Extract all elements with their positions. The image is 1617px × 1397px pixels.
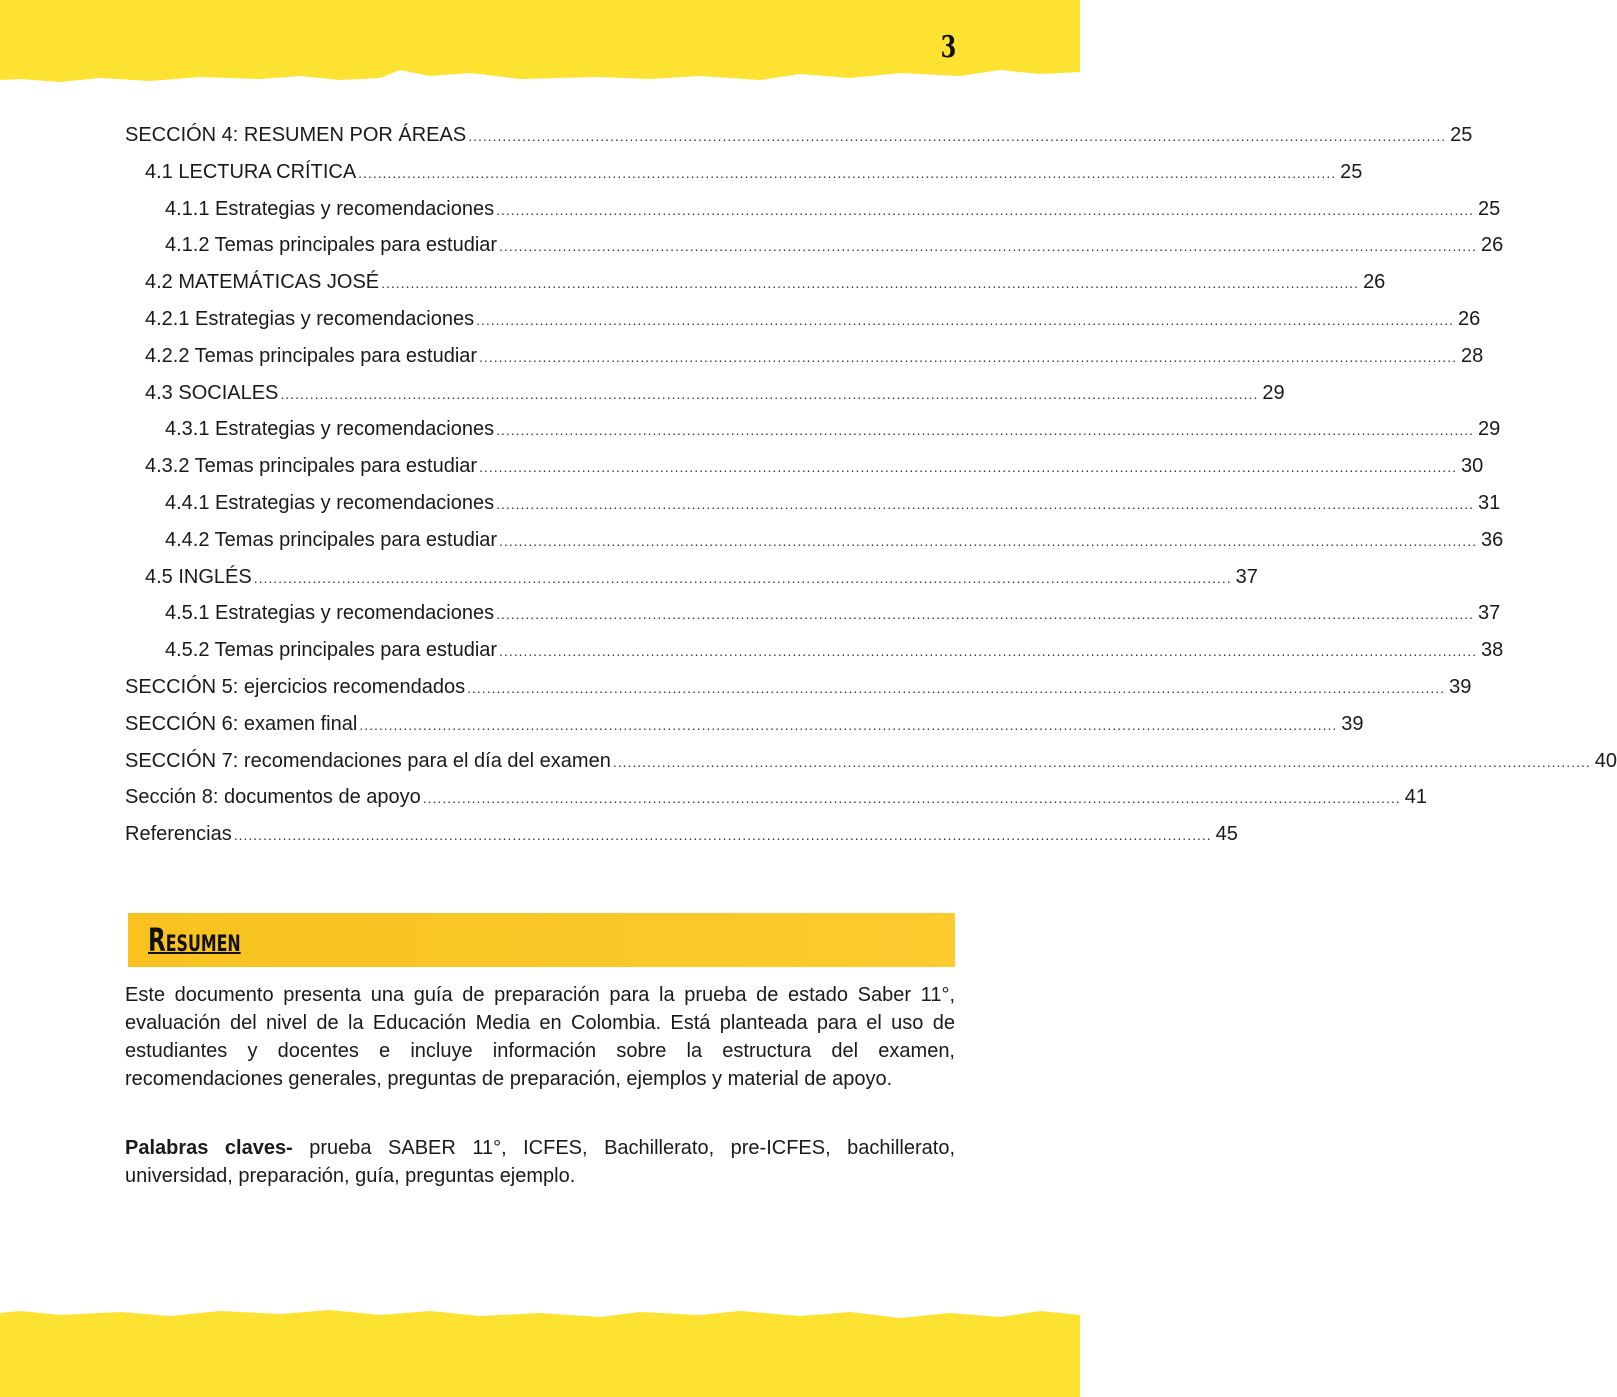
toc-dot-leader: ........................................................................................................................................................................................................ (479, 348, 1457, 365)
toc-entry-page: 39 (1449, 675, 1472, 698)
toc-entry[interactable] (125, 491, 1501, 529)
toc-entry-page: 36 (1480, 528, 1504, 551)
keywords-paragraph (125, 1134, 955, 1190)
toc-entry-title: 4.4.1 Estrategias y recomendaciones (165, 491, 495, 514)
toc-dot-leader: ........................................................................................................................................................................................................ (479, 459, 1457, 476)
resumen-heading-bar (128, 913, 955, 967)
abstract-paragraph: Este documento presenta una guía de preparación para la prueba de estado Saber 11°, evaluación del nivel de la Educación Media en Colombia. Está planteada para el uso de estudiantes y docentes e incluye información sobre la estructura del examen, recomendaciones generales, preguntas de preparación, ejemplos y material de apoyo. (125, 984, 955, 1090)
toc-dot-leader: ........................................................................................................................................................................................................ (612, 753, 1591, 770)
toc-dot-leader: ........................................................................................................................................................................................................ (496, 422, 1475, 439)
toc-entry[interactable] (125, 160, 1363, 198)
toc-entry[interactable] (125, 712, 1364, 750)
toc-entry[interactable] (125, 197, 1501, 235)
toc-dot-leader: ........................................................................................................................................................................................................ (381, 275, 1360, 292)
toc-entry-title: 4.4.2 Temas principales para estudiar (165, 528, 498, 551)
toc-entry-title: 4.2 MATEMÁTICAS JOSÉ (145, 271, 380, 294)
toc-entry-page: 25 (1450, 124, 1473, 146)
toc-entry[interactable] (125, 124, 1473, 161)
toc-entry-page: 37 (1235, 565, 1258, 588)
header-yellow-band (0, 0, 1080, 100)
toc-entry-title: SECCIÓN 4: RESUMEN POR ÁREAS (125, 124, 467, 146)
toc-entry[interactable] (125, 381, 1285, 419)
toc-entry-title: SECCIÓN 5: ejercicios recomendados (125, 675, 466, 698)
toc-dot-leader: ........................................................................................................................................................................................................ (467, 679, 1446, 696)
toc-entry-title: Referencias (125, 823, 232, 846)
toc-entry[interactable] (125, 602, 1501, 639)
toc-entry-page: 25 (1478, 197, 1501, 220)
toc-entry-page: 38 (1480, 639, 1504, 662)
toc-entry[interactable] (125, 528, 1504, 566)
page-number: 3 (940, 30, 957, 65)
toc-entry-page: 37 (1478, 602, 1501, 625)
toc-entry[interactable] (125, 565, 1258, 603)
toc-dot-leader: ........................................................................................................................................................................................................ (476, 311, 1455, 328)
toc-entry-page: 26 (1480, 234, 1504, 257)
toc-dot-leader: ........................................................................................................................................................................................................ (496, 495, 1475, 512)
toc-entry-title: Sección 8: documentos de apoyo (125, 786, 421, 809)
toc-entry-page: 29 (1262, 381, 1285, 404)
toc-entry-title: 4.2.1 Estrategias y recomendaciones (145, 307, 475, 330)
toc-entry-title: 4.1 LECTURA CRÍTICA (145, 160, 357, 183)
toc-entry[interactable] (125, 823, 1238, 860)
toc-dot-leader: ........................................................................................................................................................................................................ (496, 201, 1475, 218)
toc-entry-title: SECCIÓN 6: examen final (125, 712, 358, 735)
toc-dot-leader: ........................................................................................................................................................................................................ (359, 716, 1338, 733)
toc-dot-leader: ........................................................................................................................................................................................................ (468, 128, 1447, 144)
toc-dot-leader: ........................................................................................................................................................................................................ (496, 606, 1475, 623)
toc-entry-title: 4.3 SOCIALES (145, 381, 279, 404)
toc-entry[interactable] (125, 418, 1501, 455)
toc-entry-page: 31 (1478, 491, 1501, 514)
resumen-heading: Resumen (148, 921, 241, 959)
toc-dot-leader: ........................................................................................................................................................................................................ (422, 790, 1401, 807)
toc-entry[interactable] (125, 344, 1484, 382)
toc-entry-page: 26 (1363, 271, 1386, 294)
toc-entry-page: 41 (1404, 786, 1427, 809)
toc-entry[interactable] (125, 234, 1504, 271)
toc-entry-page: 26 (1458, 307, 1481, 330)
toc-entry-page: 25 (1340, 160, 1363, 183)
toc-entry[interactable] (125, 271, 1386, 308)
toc-dot-leader: ........................................................................................................................................................................................................ (280, 385, 1259, 402)
toc-dot-leader: ........................................................................................................................................................................................................ (499, 238, 1477, 255)
toc-dot-leader: ........................................................................................................................................................................................................ (499, 532, 1477, 549)
toc-entry-title: SECCIÓN 7: recomendaciones para el día del examen (125, 749, 611, 772)
footer-yellow-band (0, 1297, 1080, 1397)
toc-entry-page: 40 (1594, 749, 1617, 772)
toc-entry[interactable] (125, 749, 1617, 787)
toc-entry[interactable] (125, 307, 1481, 345)
toc-entry-title: 4.2.2 Temas principales para estudiar (145, 344, 478, 367)
toc-entry-page: 30 (1460, 455, 1484, 478)
keywords-label: Palabras claves- (125, 1137, 293, 1159)
toc-entry-title: 4.1.1 Estrategias y recomendaciones (165, 197, 495, 220)
keywords-text: prueba SABER 11°, ICFES, Bachillerato, pre-ICFES, bachillerato, universidad, preparación, guía, preguntas ejemplo. (125, 1137, 956, 1187)
toc-dot-leader: ........................................................................................................................................................................................................ (358, 164, 1337, 181)
toc-dot-leader: ........................................................................................................................................................................................................ (499, 643, 1477, 660)
toc-entry-page: 28 (1460, 344, 1484, 367)
toc-entry-title: 4.3.1 Estrategias y recomendaciones (165, 418, 495, 441)
toc-entry-page: 29 (1478, 418, 1501, 441)
toc-entry[interactable] (125, 786, 1427, 823)
table-of-contents (125, 124, 1617, 860)
toc-dot-leader: ........................................................................................................................................................................................................ (233, 827, 1212, 844)
toc-entry-title: 4.5.1 Estrategias y recomendaciones (165, 602, 495, 625)
toc-entry-title: 4.1.2 Temas principales para estudiar (165, 234, 498, 257)
toc-entry[interactable] (125, 455, 1484, 492)
toc-entry[interactable] (125, 639, 1504, 676)
toc-entry-title: 4.3.2 Temas principales para estudiar (145, 455, 478, 478)
toc-entry[interactable] (125, 675, 1472, 713)
toc-entry-title: 4.5.2 Temas principales para estudiar (165, 639, 498, 662)
toc-dot-leader: ........................................................................................................................................................................................................ (253, 569, 1232, 586)
toc-entry-page: 39 (1341, 712, 1364, 735)
toc-entry-page: 45 (1215, 823, 1238, 846)
toc-entry-title: 4.5 INGLÉS (145, 565, 252, 588)
